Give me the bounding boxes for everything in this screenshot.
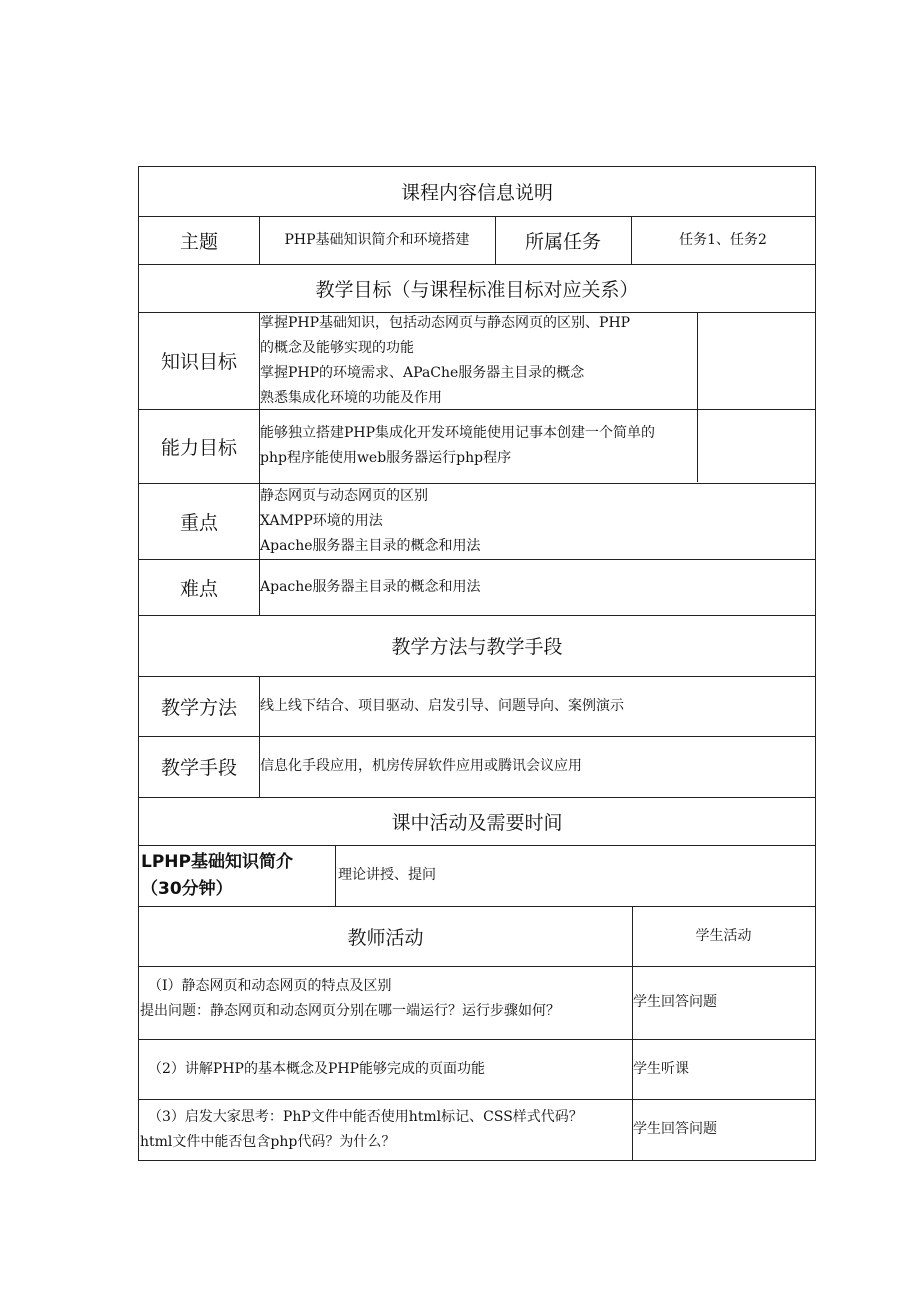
- teacher-activity-line: （3）启发大家思考：PhP文件中能否使用html标记、CSS样式代码？: [148, 1108, 583, 1125]
- course-info-table: [138, 166, 816, 1161]
- segment-value: 理论讲授、提问: [338, 867, 436, 883]
- task-label: 所属任务: [524, 230, 601, 253]
- topic-value: PHP基础知识简介和环境搭建: [284, 231, 470, 248]
- student-activity-cell: [633, 1039, 815, 1099]
- table-title: 课程内容信息说明: [400, 182, 553, 204]
- difficulty-value: Apache服务器主目录的概念和用法: [260, 578, 481, 595]
- knowledge-line: 熟悉集成化环境的功能及作用: [260, 389, 442, 406]
- ability-label: 能力目标: [160, 436, 237, 459]
- knowledge-line: 掌握PHP的环境需求、APaChe服务器主目录的概念: [260, 364, 585, 381]
- segment-title-cell: [141, 845, 335, 906]
- key-points-label: 重点: [179, 511, 218, 534]
- method-value: 线上线下结合、项目驱动、启发引导、问题导向、案例演示: [260, 697, 624, 714]
- ability-text: [260, 409, 697, 483]
- segment-duration: （30分钟）: [141, 878, 233, 899]
- knowledge-label: 知识目标: [160, 351, 237, 373]
- teacher-activity-header: 教师活动: [347, 926, 424, 949]
- ability-line: php程序能使用web服务器运行php程序: [260, 450, 512, 466]
- rule: [697, 312, 698, 482]
- teacher-activity-line: html文件中能否包含php代码？为什么？: [140, 1133, 396, 1150]
- activities-heading: 课中活动及需要时间: [391, 811, 563, 834]
- means-text: [260, 736, 815, 797]
- student-activity-cell: [633, 966, 815, 1039]
- rule: [335, 845, 336, 906]
- student-activity-cell: [633, 1099, 815, 1160]
- task-value: 任务1、任务2: [679, 231, 767, 248]
- method-label: 教学方法: [160, 696, 237, 719]
- teacher-activity-cell: [140, 1099, 632, 1160]
- key-points-text: [260, 483, 815, 559]
- means-value: 信息化手段应用，机房传屏软件应用或腾讯会议应用: [260, 758, 582, 774]
- teacher-activity-line: 提出问题：静态网页和动态网页分别在哪一端运行？运行步骤如何？: [140, 1002, 560, 1019]
- means-label: 教学手段: [160, 757, 237, 779]
- methods-heading: 教学方法与教学手段: [391, 636, 563, 658]
- topic-label: 主题: [179, 230, 218, 253]
- knowledge-text: [260, 312, 697, 409]
- student-activity: 学生回答问题: [633, 1121, 717, 1137]
- method-text: [260, 676, 815, 736]
- segment-title: LPHP基础知识简介: [141, 851, 293, 872]
- teacher-activity-line: （2）讲解PHP的基本概念及PHP能够完成的页面功能: [148, 1060, 486, 1077]
- teacher-activity-cell: [140, 966, 632, 1039]
- difficulty-text: [260, 559, 815, 615]
- key-point-line: XAMPP环境的用法: [260, 512, 383, 529]
- goals-heading: 教学目标（与课程标准目标对应关系）: [315, 278, 639, 301]
- student-activity: 学生听课: [633, 1060, 689, 1077]
- ability-line: 能够独立搭建PHP集成化开发环境能使用记事本创建一个简单的: [260, 425, 656, 441]
- teacher-activity-cell: [148, 1039, 632, 1099]
- segment-text: [338, 845, 815, 906]
- student-activity: 学生回答问题: [633, 994, 717, 1010]
- knowledge-line: 掌握PHP基础知识，包括动态网页与静态网页的区别、PHP: [260, 314, 631, 331]
- knowledge-line: 的概念及能够实现的功能: [260, 339, 414, 356]
- key-point-line: Apache服务器主目录的概念和用法: [260, 537, 481, 554]
- difficulty-label: 难点: [179, 577, 218, 600]
- teacher-activity-line: （I）静态网页和动态网页的特点及区别: [148, 977, 392, 994]
- student-activity-header: 学生活动: [695, 927, 752, 944]
- key-point-line: 静态网页与动态网页的区别: [260, 487, 428, 504]
